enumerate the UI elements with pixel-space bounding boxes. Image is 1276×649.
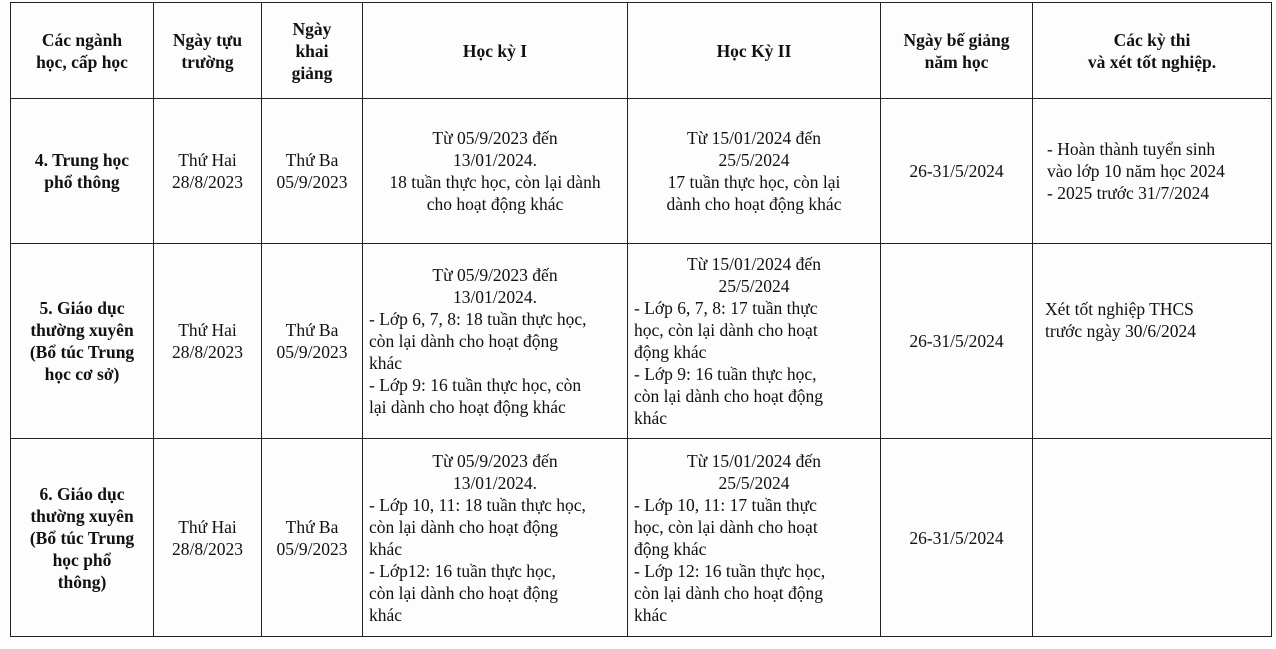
cell-khai-giang: Thứ Ba 05/9/2023 [262,99,363,244]
header-be-giang: Ngày bế giảng năm học [881,3,1033,99]
table-row [11,99,1272,244]
cell-nganh: 4. Trung học phổ thông [11,99,154,244]
cell-hoc-ky-2: Từ 15/01/2024 đến 25/5/2024 - Lớp 10, 11: 17 tuần thực học, còn lại dành cho hoạt động khác - Lớp 12: 16 tuần thực học, còn lại dành cho hoạt động khác [628,439,881,637]
cell-ky-thi: Xét tốt nghiệp THCS trước ngày 30/6/2024 [1033,244,1272,439]
header-hoc-ky-2: Học Kỳ II [628,3,881,99]
header-khai-giang: Ngày khai giảng [262,3,363,99]
cell-tuu-truong: Thứ Hai 28/8/2023 [154,99,262,244]
school-calendar-table [10,2,1272,637]
cell-ky-thi [1033,439,1272,637]
cell-be-giang: 26-31/5/2024 [881,439,1033,637]
cell-ky-thi: - Hoàn thành tuyển sinh vào lớp 10 năm học 2024 - 2025 trước 31/7/2024 [1033,99,1272,244]
cell-nganh: 6. Giáo dục thường xuyên (Bổ túc Trung học phổ thông) [11,439,154,637]
cell-nganh: 5. Giáo dục thường xuyên (Bổ túc Trung học cơ sở) [11,244,154,439]
header-nganh: Các ngành học, cấp học [11,3,154,99]
header-ky-thi: Các kỳ thi và xét tốt nghiệp. [1033,3,1272,99]
cell-hoc-ky-2: Từ 15/01/2024 đến 25/5/2024 17 tuần thực học, còn lại dành cho hoạt động khác [628,99,881,244]
cell-tuu-truong: Thứ Hai 28/8/2023 [154,439,262,637]
cell-be-giang: 26-31/5/2024 [881,244,1033,439]
cell-tuu-truong: Thứ Hai 28/8/2023 [154,244,262,439]
cell-be-giang: 26-31/5/2024 [881,99,1033,244]
cell-hoc-ky-1: Từ 05/9/2023 đến 13/01/2024. 18 tuần thực học, còn lại dành cho hoạt động khác [363,99,628,244]
table-row [11,244,1272,439]
cell-hoc-ky-2: Từ 15/01/2024 đến 25/5/2024 - Lớp 6, 7, 8: 17 tuần thực học, còn lại dành cho hoạt động khác - Lớp 9: 16 tuần thực học, còn lại dành cho hoạt động khác [628,244,881,439]
cell-hoc-ky-1: Từ 05/9/2023 đến 13/01/2024. - Lớp 6, 7, 8: 18 tuần thực học, còn lại dành cho hoạt động khác - Lớp 9: 16 tuần thực học, còn lại dành cho hoạt động khác [363,244,628,439]
cell-hoc-ky-1: Từ 05/9/2023 đến 13/01/2024. - Lớp 10, 11: 18 tuần thực học, còn lại dành cho hoạt động khác - Lớp12: 16 tuần thực học, còn lại dành cho hoạt động khác [363,439,628,637]
cell-khai-giang: Thứ Ba 05/9/2023 [262,244,363,439]
header-tuu-truong: Ngày tựu trường [154,3,262,99]
header-hoc-ky-1: Học kỳ I [363,3,628,99]
table-row [11,439,1272,637]
cell-khai-giang: Thứ Ba 05/9/2023 [262,439,363,637]
header-row [11,3,1272,99]
